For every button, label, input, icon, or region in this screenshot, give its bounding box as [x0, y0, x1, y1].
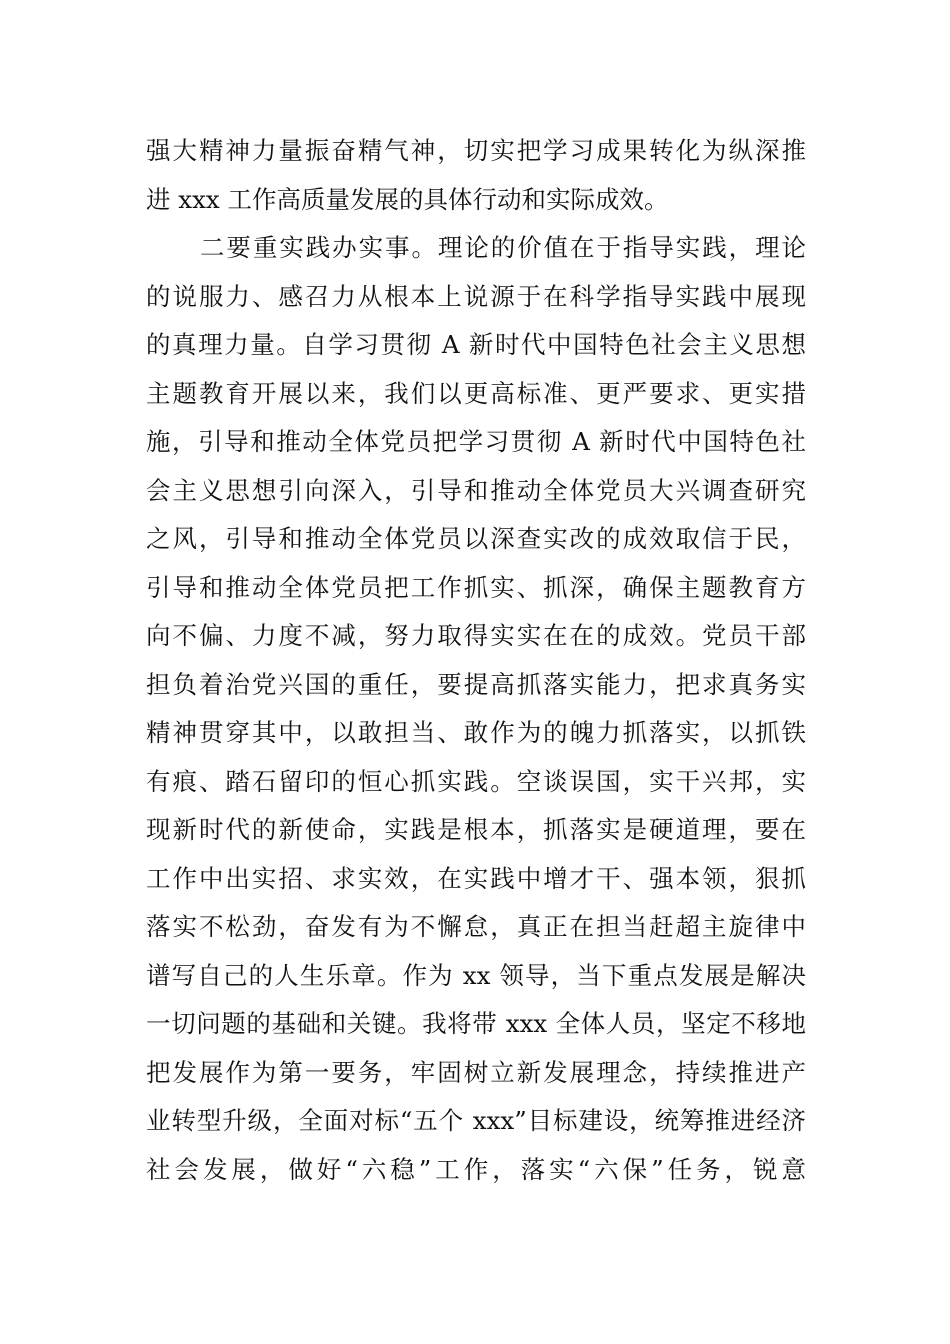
text-line: 有痕、踏石留印的恒心抓实践。空谈误国，实干兴邦，实 [146, 766, 806, 796]
text-line: 之风，引导和推动全体党员以深查实改的成效取信于民， [146, 524, 806, 553]
text-line: 强大精神力量振奋精气神，切实把学习成果转化为纵深推 [146, 136, 806, 165]
text-line: 落实不松劲，奋发有为不懈怠，真正在担当赶超主旋律中 [146, 912, 806, 941]
text-line: 引导和推动全体党员把工作抓实、抓深，确保主题教育方 [146, 572, 806, 602]
paragraph-first-line: 二要重实践办实事。理论的价值在于指导实践，理论 [200, 233, 806, 262]
text-line: 进 xxx 工作高质量发展的具体行动和实际成效。 [146, 184, 669, 214]
text-line: 工作中出实招、求实效，在实践中增才干、强本领，狠抓 [146, 863, 806, 893]
text-line: 主题教育开展以来，我们以更高标准、更严要求、更实措 [146, 378, 806, 408]
text-line: 社会发展，做好“六稳”工作，落实“六保”任务，锐意 [146, 1154, 806, 1184]
text-line: 谱写自己的人生乐章。作为 xx 领导，当下重点发展是解决 [146, 960, 806, 990]
text-line: 的说服力、感召力从根本上说源于在科学指导实践中展现 [146, 281, 806, 311]
text-line: 把发展作为第一要务，牢固树立新发展理念，持续推进产 [146, 1057, 806, 1087]
text-line: 现新时代的新使命，实践是根本，抓落实是硬道理，要在 [146, 815, 806, 844]
text-line: 的真理力量。自学习贯彻 A 新时代中国特色社会主义思想 [146, 330, 806, 359]
text-line: 业转型升级，全面对标“五个 xxx”目标建设，统筹推进经济 [146, 1106, 806, 1135]
text-line: 向不偏、力度不减，努力取得实实在在的成效。党员干部 [146, 621, 806, 650]
text-line: 施，引导和推动全体党员把学习贯彻 A 新时代中国特色社 [146, 427, 806, 456]
text-line: 精神贯穿其中，以敢担当、敢作为的魄力抓落实，以抓铁 [146, 718, 806, 747]
text-line: 担负着治党兴国的重任，要提高抓落实能力，把求真务实 [146, 669, 806, 699]
text-line: 会主义思想引向深入，引导和推动全体党员大兴调查研究 [146, 475, 806, 505]
text-line: 一切问题的基础和关键。我将带 xxx 全体人员，坚定不移地 [146, 1009, 806, 1038]
document-body [146, 127, 806, 1194]
